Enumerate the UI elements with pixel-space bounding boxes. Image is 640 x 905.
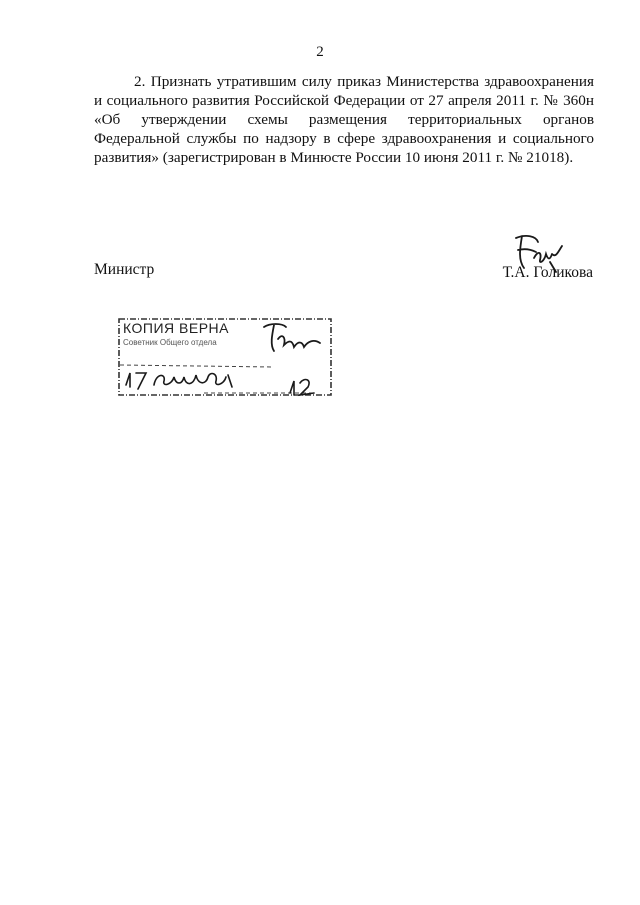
body-paragraph: 2. Признать утратившим силу приказ Министерства здравоохранения и социального развития Российской Федерации от 27 апреля 2011 г. № 360н «Об утверждении схемы размещения территориальных органов Федеральной службы по надзору в сфере здравоохранения и социального развития» (зарегистрирован в Минюсте России 10 июня 2011 г. № 21018). (94, 73, 594, 166)
page-number: 2 (316, 44, 324, 60)
signer-name: Т.А. Голикова (502, 264, 593, 281)
signer-title: Министр (94, 261, 155, 278)
stamp-heading: КОПИЯ ВЕРНА (123, 320, 229, 336)
stamp-organization: Советник Общего отдела (123, 338, 217, 347)
